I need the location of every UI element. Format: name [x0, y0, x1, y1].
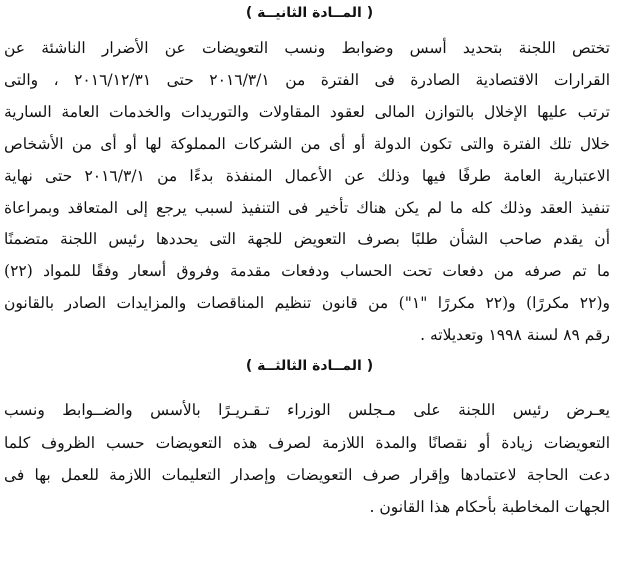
article-2-line-7: أن يقدم صاحب الشأن طلبًا بصرف التعويض للجهة التى يحددها رئيس اللجنة متضمنًا	[4, 230, 610, 248]
article-2-line-1: تختص اللجنة بتحديد أسس وضوابط ونسب التعويضات عن الأضرار الناشئة عن	[4, 39, 610, 57]
article-2-line-8: ما تم صرفه من دفعات تحت الحساب ودفعات مقدمة وفروق أسعار وفقًا للمواد (٢٢)	[4, 262, 610, 280]
article-3-line-1: يعـرض رئيس اللجنة على مـجلس الوزراء تـقـريـرًا بالأسس والضــوابط ونسب	[4, 401, 610, 419]
article-3-line-2: التعويضات زيادة أو نقصانًا والمدة اللازمة لصرف هذه التعويضات حسب الظروف كلما	[4, 434, 610, 452]
article-2-heading: ( المــادة الثانيــة )	[245, 5, 374, 21]
article-2-line-10: رقم ٨٩ لسنة ١٩٩٨ وتعديلاته .	[420, 326, 610, 344]
article-2-line-5: الاعتبارية العامة طرفًا فيها وذلك عن الأعمال المنفذة بدءًا من ٢٠١٦/٣/١ حتى نهاية	[4, 167, 610, 185]
article-3-line-4: الجهات المخاطبة بأحكام هذا القانون .	[369, 498, 610, 516]
article-2-line-6: تنفيذ العقد وذلك كله ما لم يكن هناك تأخير فى التنفيذ لسبب يرجع إلى المتعاقد وبمراعاة	[4, 199, 610, 217]
article-2-line-2: القرارات الاقتصادية الصادرة فى الفترة من ٢٠١٦/٣/١ حتى ٢٠١٦/١٢/٣١ ، والتى	[4, 71, 610, 89]
article-3-line-3: دعت الحاجة لاعتمادها وإقرار صرف التعويضات وإصدار التعليمات اللازمة للعمل بها فى	[4, 466, 610, 484]
article-2-line-9: و(٢٢ مكررًا) و(٢٢ مكررًا "١") من قانون تنظيم المناقصات والمزايدات الصادر بالقانون	[4, 294, 610, 312]
article-2-line-3: ترتب عليها الإخلال بالتوازن المالى لعقود المقاولات والتوريدات والخدمات العامة السارية	[4, 103, 610, 121]
article-3-heading: ( المــادة الثالثــة )	[245, 358, 374, 374]
article-2-line-4: خلال تلك الفترة والتى تكون الدولة أو أى من الشركات المملوكة لها أو أى من الأشخاص	[4, 135, 610, 153]
